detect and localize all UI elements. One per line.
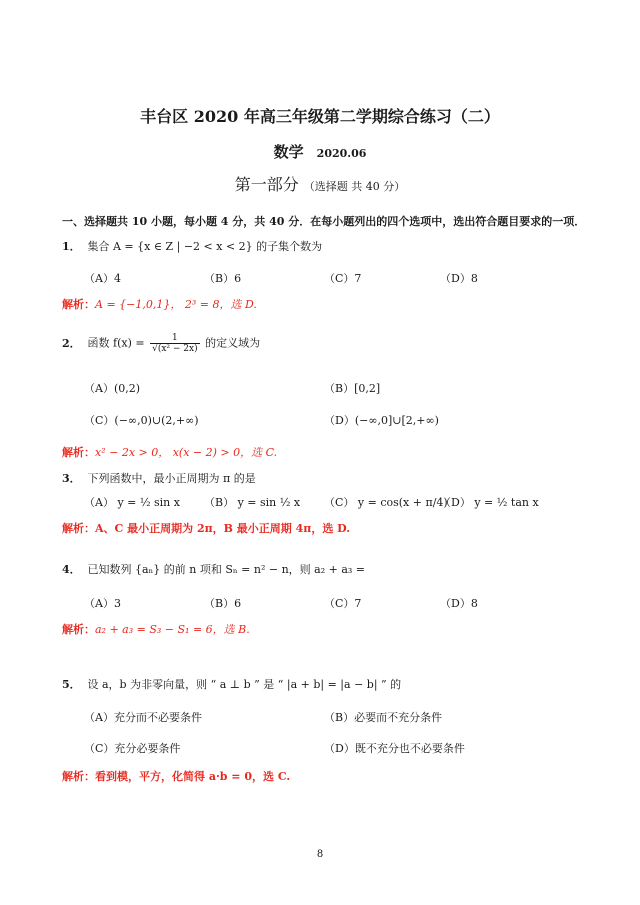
option-a: （A）4: [84, 272, 121, 285]
answer-4: [62, 621, 250, 637]
option-c: （C）7: [324, 272, 362, 285]
question-stem-post: 的定义域为: [205, 336, 261, 350]
question-1: [62, 238, 322, 254]
document-title: 丰台区 2020 年高三年级第二学期综合练习（二）: [140, 107, 500, 126]
option-a: （A）充分而不必要条件: [84, 711, 202, 724]
answer-label: 解析：: [62, 298, 95, 311]
question-2: [62, 333, 260, 354]
question-stem: 设 a，b 为非零向量，则 “ a ⊥ b ” 是 “ |a + b| = |a − b| ” 的: [87, 678, 402, 691]
option-d: （D）8: [440, 272, 478, 285]
answer-text: A = {−1,0,1}， 2³ = 8，选 D.: [95, 298, 257, 311]
answer-text: A、C 最小正周期为 2π，B 最小正周期 4π，选 D.: [95, 522, 351, 535]
answer-label: 解析：: [62, 623, 95, 636]
answer-text: x² − 2x > 0， x(x − 2) > 0，选 C.: [95, 446, 278, 459]
question-4: [62, 561, 365, 577]
section-intro: 一、选择题共 10 小题，每小题 4 分，共 40 分．在每小题列出的四个选项中，选出符合题目要求的一项．: [62, 215, 586, 228]
option-b: （B）[0,2]: [324, 382, 381, 395]
question-3: [62, 470, 256, 486]
answer-label: 解析：: [62, 522, 95, 535]
option-a: （A）3: [84, 597, 121, 610]
question-number: 2．: [62, 336, 81, 350]
fraction: [150, 333, 200, 354]
answer-text: 看到模，平方，化简得 a·b = 0，选 C.: [95, 770, 291, 783]
option-b: （B）6: [204, 272, 242, 285]
answer-label: 解析：: [62, 446, 95, 459]
answer-3: [62, 520, 350, 536]
option-c: （C）(−∞,0)∪(2,+∞): [84, 414, 199, 427]
answer-label: 解析：: [62, 770, 95, 783]
fraction-numerator: 1: [150, 333, 200, 344]
subject: 数学: [273, 143, 304, 161]
option-d: （D） y = ½ tan x: [440, 496, 539, 509]
option-d: （D）(−∞,0]∪[2,+∞): [324, 414, 439, 427]
question-number: 4．: [62, 563, 81, 576]
question-5: [62, 676, 401, 692]
exam-date: 2020.06: [316, 147, 367, 160]
part-heading: [0, 172, 640, 195]
option-c: （C）7: [324, 597, 362, 610]
subject-line: [0, 141, 640, 162]
question-number: 1．: [62, 240, 81, 253]
answer-5: [62, 768, 290, 784]
option-a: （A） y = ½ sin x: [84, 496, 180, 509]
part-title: 第一部分: [234, 175, 299, 194]
question-stem: 已知数列 {aₙ} 的前 n 项和 Sₙ = n² − n，则 a₂ + a₃ =: [87, 563, 366, 576]
option-b: （B） y = sin ½ x: [204, 496, 301, 509]
question-number: 3．: [62, 472, 81, 485]
page-number: 8: [316, 849, 324, 860]
question-stem-pre: 函数 f(x) =: [87, 336, 145, 350]
option-b: （B）必要而不充分条件: [324, 711, 443, 724]
option-b: （B）6: [204, 597, 242, 610]
answer-2: [62, 444, 277, 460]
part-note: （选择题 共 40 分）: [303, 180, 406, 193]
question-stem: 下列函数中，最小正周期为 π 的是: [87, 472, 256, 485]
question-number: 5．: [62, 678, 81, 691]
option-c: （C） y = cos(x + π/4): [324, 496, 448, 509]
option-a: （A）(0,2): [84, 382, 141, 395]
option-c: （C）充分必要条件: [84, 742, 181, 755]
answer-text: a₂ + a₃ = S₃ − S₁ = 6，选 B.: [95, 623, 250, 636]
option-d: （D）既不充分也不必要条件: [324, 742, 465, 755]
question-stem: 集合 A = {x ∈ Z | −2 < x < 2} 的子集个数为: [87, 240, 323, 253]
answer-1: [62, 296, 257, 312]
option-d: （D）8: [440, 597, 478, 610]
fraction-denominator: √(x² − 2x): [152, 344, 198, 354]
